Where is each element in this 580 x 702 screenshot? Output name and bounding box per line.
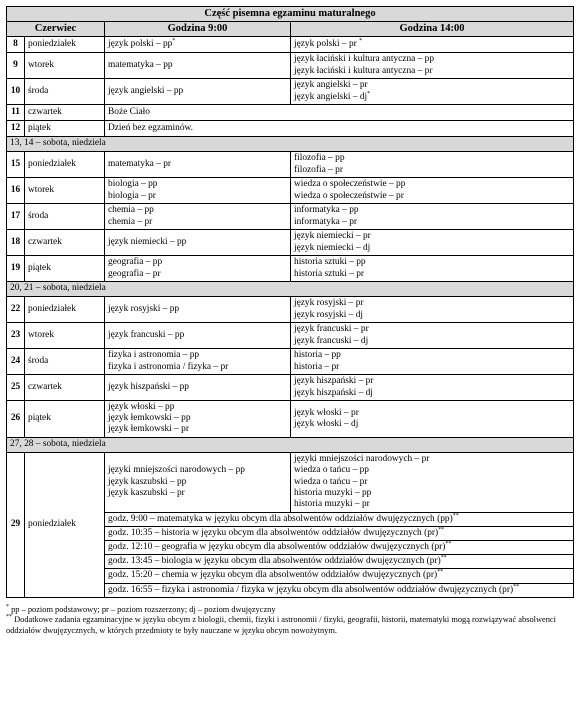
- day-row: [7, 121, 574, 137]
- bilingual-exam-cell: [105, 583, 574, 597]
- day-number: 10: [7, 79, 25, 105]
- subject-entry: język niemiecki – pr: [294, 231, 371, 242]
- subject-entry: język francuski – pr: [294, 324, 369, 335]
- footnote: * pp – poziom podstawowy; pr – poziom rozszerzony; dj – poziom dwujęzyczny: [6, 604, 276, 614]
- subject-entry: język francuski – pp: [108, 329, 185, 340]
- subject-entry: chemia – pr: [108, 216, 153, 227]
- afternoon-cell: [291, 297, 574, 323]
- table-title-row: [7, 7, 574, 22]
- morning-cell: [105, 401, 291, 438]
- weekend-row: [7, 137, 574, 152]
- subject-entry: język hiszpański – dj: [294, 387, 373, 398]
- bilingual-exam-text: godz. 16:55 – fizyka i astronomia / fizyka w języku obcym dla absolwentów oddziałów dwujęzycznych (pr)**: [108, 583, 520, 595]
- afternoon-cell: [291, 256, 574, 282]
- morning-cell: [105, 375, 291, 401]
- day-row: [7, 323, 574, 349]
- afternoon-cell: [291, 37, 574, 53]
- day-row: [7, 401, 574, 438]
- subject-entry: język łemkowski – pr: [108, 424, 189, 435]
- weekday: czwartek: [25, 105, 105, 121]
- morning-cell: [105, 452, 291, 512]
- bilingual-exam-cell: [105, 512, 574, 526]
- bilingual-exam-cell: [105, 555, 574, 569]
- afternoon-cell: [291, 178, 574, 204]
- footnote: ** Dodatkowe zadania egzaminacyjne w języku obcym z biologii, chemii, fizyki i astronomii / fizyki, geografii, historii, matematyki mogą rozwiązywać absolwenci oddziałów dwujęzycznych, w których przedmioty te były nauczane w języku obcym nowożytnym.: [6, 614, 556, 635]
- day-row: [7, 349, 574, 375]
- bilingual-exam-cell: [105, 569, 574, 583]
- day-number: 24: [7, 349, 25, 375]
- subject-entry: język angielski – pp: [108, 85, 184, 96]
- subject-entry: język rosyjski – pp: [108, 303, 180, 314]
- column-header-row: [7, 22, 574, 37]
- day-row: [7, 375, 574, 401]
- bilingual-exam-text: godz. 12:10 – geografia w języku obcym dla absolwentów oddziałów dwujęzycznych (pr)**: [108, 540, 452, 553]
- morning-cell: [105, 79, 291, 105]
- subject-entry: Dzień bez egzaminów.: [108, 122, 194, 133]
- weekday: piątek: [25, 256, 105, 282]
- subject-entry: geografia – pp: [108, 257, 163, 268]
- day-row: [7, 79, 574, 105]
- subject-entry: wiedza o tańcu – pp: [294, 465, 369, 476]
- subject-entry: język kaszubski – pp: [108, 476, 187, 487]
- weekday: środa: [25, 349, 105, 375]
- afternoon-cell: [291, 152, 574, 178]
- subject-entry: informatyka – pp: [294, 205, 359, 216]
- subject-entry: geografia – pr: [108, 268, 161, 279]
- afternoon-cell: [291, 401, 574, 438]
- subject-entry: filozofia – pp: [294, 153, 345, 164]
- subject-entry: chemia – pp: [108, 205, 154, 216]
- afternoon-cell: [291, 204, 574, 230]
- weekday: środa: [25, 204, 105, 230]
- morning-cell: [105, 53, 291, 79]
- note-cell: [105, 105, 574, 121]
- day-number: 11: [7, 105, 25, 121]
- weekday: poniedziałek: [25, 152, 105, 178]
- day-row: [7, 152, 574, 178]
- day-number: 23: [7, 323, 25, 349]
- bilingual-exam-text: godz. 13:45 – biologia w języku obcym dla absolwentów oddziałów dwujęzycznych (pr)**: [108, 555, 447, 567]
- subject-entry: język włoski – dj: [294, 418, 359, 429]
- morning-cell: [105, 37, 291, 53]
- subject-entry: biologia – pr: [108, 190, 156, 201]
- weekday: czwartek: [25, 230, 105, 256]
- month-header: Czerwiec: [7, 22, 105, 37]
- morning-header: Godzina 9:00: [105, 22, 291, 37]
- footnotes: [6, 605, 568, 636]
- afternoon-header: Godzina 14:00: [291, 22, 574, 37]
- subject-entry: języki mniejszości narodowych – pp: [108, 465, 245, 476]
- weekend-label: 20, 21 – sobota, niedziela: [7, 282, 574, 297]
- afternoon-cell: [291, 349, 574, 375]
- subject-entry: wiedza o tańcu – pr: [294, 476, 368, 487]
- subject-entry: historia – pr: [294, 361, 340, 372]
- day-row: [7, 204, 574, 230]
- afternoon-cell: [291, 230, 574, 256]
- morning-cell: [105, 204, 291, 230]
- weekend-row: [7, 437, 574, 452]
- subject-entry: biologia – pp: [108, 179, 158, 190]
- bilingual-exam-cell: [105, 526, 574, 540]
- afternoon-cell: [291, 53, 574, 79]
- day-number: 25: [7, 375, 25, 401]
- day-row: [7, 452, 574, 512]
- subject-entry: język łaciński i kultura antyczna – pp: [294, 54, 435, 65]
- weekday: wtorek: [25, 53, 105, 79]
- bilingual-exam-cell: [105, 541, 574, 555]
- day-row: [7, 297, 574, 323]
- day-row: [7, 37, 574, 53]
- subject-entry: język niemiecki – dj: [294, 242, 371, 253]
- weekday: poniedziałek: [25, 297, 105, 323]
- weekday: wtorek: [25, 178, 105, 204]
- day-number: 17: [7, 204, 25, 230]
- subject-entry: język rosyjski – dj: [294, 309, 364, 320]
- morning-cell: [105, 297, 291, 323]
- subject-entry: język łaciński i kultura antyczna – pr: [294, 65, 433, 76]
- day-number: 22: [7, 297, 25, 323]
- morning-cell: [105, 256, 291, 282]
- weekend-row: [7, 282, 574, 297]
- subject-entry: język angielski – pr: [294, 80, 368, 91]
- bilingual-exam-text: godz. 9:00 – matematyka w języku obcym dla absolwentów oddziałów dwujęzycznych (pp)**: [108, 512, 459, 524]
- subject-entry: język kaszubski – pr: [108, 487, 185, 498]
- subject-entry: matematyka – pp: [108, 59, 173, 70]
- subject-entry: Boże Ciało: [108, 106, 150, 117]
- afternoon-cell: [291, 323, 574, 349]
- exam-schedule-table: [6, 6, 574, 598]
- day-row: [7, 230, 574, 256]
- afternoon-cell: [291, 375, 574, 401]
- subject-entry: historia sztuki – pr: [294, 268, 365, 279]
- subject-entry: wiedza o społeczeństwie – pr: [294, 190, 404, 201]
- morning-cell: [105, 349, 291, 375]
- day-row: [7, 105, 574, 121]
- subject-entry: historia muzyki – pr: [294, 498, 370, 509]
- subject-entry: język hiszpański – pp: [108, 381, 189, 392]
- subject-entry: języki mniejszości narodowych – pr: [294, 454, 430, 465]
- subject-entry: fizyka i astronomia – pp: [108, 350, 200, 361]
- day-number: 26: [7, 401, 25, 438]
- subject-entry: język włoski – pr: [294, 407, 359, 418]
- subject-entry: informatyka – pr: [294, 216, 358, 227]
- bilingual-exam-text: godz. 15:20 – chemia w języku obcym dla absolwentów oddziałów dwujęzycznych (pr)**: [108, 569, 444, 581]
- weekday: czwartek: [25, 375, 105, 401]
- day-number: 16: [7, 178, 25, 204]
- subject-entry: historia sztuki – pp: [294, 257, 366, 268]
- subject-entry: matematyka – pr: [108, 158, 171, 169]
- subject-entry: język włoski – pp: [108, 402, 175, 412]
- morning-cell: [105, 323, 291, 349]
- subject-entry: język polski – pr *: [294, 37, 363, 49]
- day-number: 15: [7, 152, 25, 178]
- morning-cell: [105, 178, 291, 204]
- subject-entry: język rosyjski – pr: [294, 298, 364, 309]
- bilingual-exam-text: godz. 10:35 – historia w języku obcym dla absolwentów oddziałów dwujęzycznych (pr)**: [108, 526, 445, 538]
- subject-entry: język hiszpański – pr: [294, 376, 374, 387]
- day-row: [7, 53, 574, 79]
- afternoon-cell: [291, 452, 574, 512]
- weekday: poniedziałek: [25, 452, 105, 597]
- day-number: 29: [7, 452, 25, 597]
- subject-entry: język niemiecki – pp: [108, 236, 187, 247]
- morning-cell: [105, 230, 291, 256]
- subject-entry: język łemkowski – pp: [108, 413, 191, 424]
- table-title: Część pisemna egzaminu maturalnego: [7, 7, 574, 22]
- day-number: 8: [7, 37, 25, 53]
- subject-entry: historia muzyki – pp: [294, 487, 372, 498]
- day-number: 18: [7, 230, 25, 256]
- subject-entry: filozofia – pr: [294, 164, 343, 175]
- note-cell: [105, 121, 574, 137]
- weekday: wtorek: [25, 323, 105, 349]
- weekday: środa: [25, 79, 105, 105]
- subject-entry: język francuski – dj: [294, 335, 369, 346]
- subject-entry: historia – pp: [294, 350, 341, 361]
- day-row: [7, 256, 574, 282]
- weekend-label: 13, 14 – sobota, niedziela: [7, 137, 574, 152]
- afternoon-cell: [291, 79, 574, 105]
- day-number: 19: [7, 256, 25, 282]
- subject-entry: język polski – pp*: [108, 37, 176, 49]
- subject-entry: język angielski – dj*: [294, 90, 371, 102]
- day-number: 12: [7, 121, 25, 137]
- subject-entry: fizyka i astronomia / fizyka – pr: [108, 361, 229, 372]
- weekday: piątek: [25, 121, 105, 137]
- day-number: 9: [7, 53, 25, 79]
- day-row: [7, 178, 574, 204]
- weekday: piątek: [25, 401, 105, 438]
- schedule-page: [6, 6, 574, 636]
- subject-entry: wiedza o społeczeństwie – pp: [294, 179, 406, 190]
- morning-cell: [105, 152, 291, 178]
- weekend-label: 27, 28 – sobota, niedziela: [7, 437, 574, 452]
- weekday: poniedziałek: [25, 37, 105, 53]
